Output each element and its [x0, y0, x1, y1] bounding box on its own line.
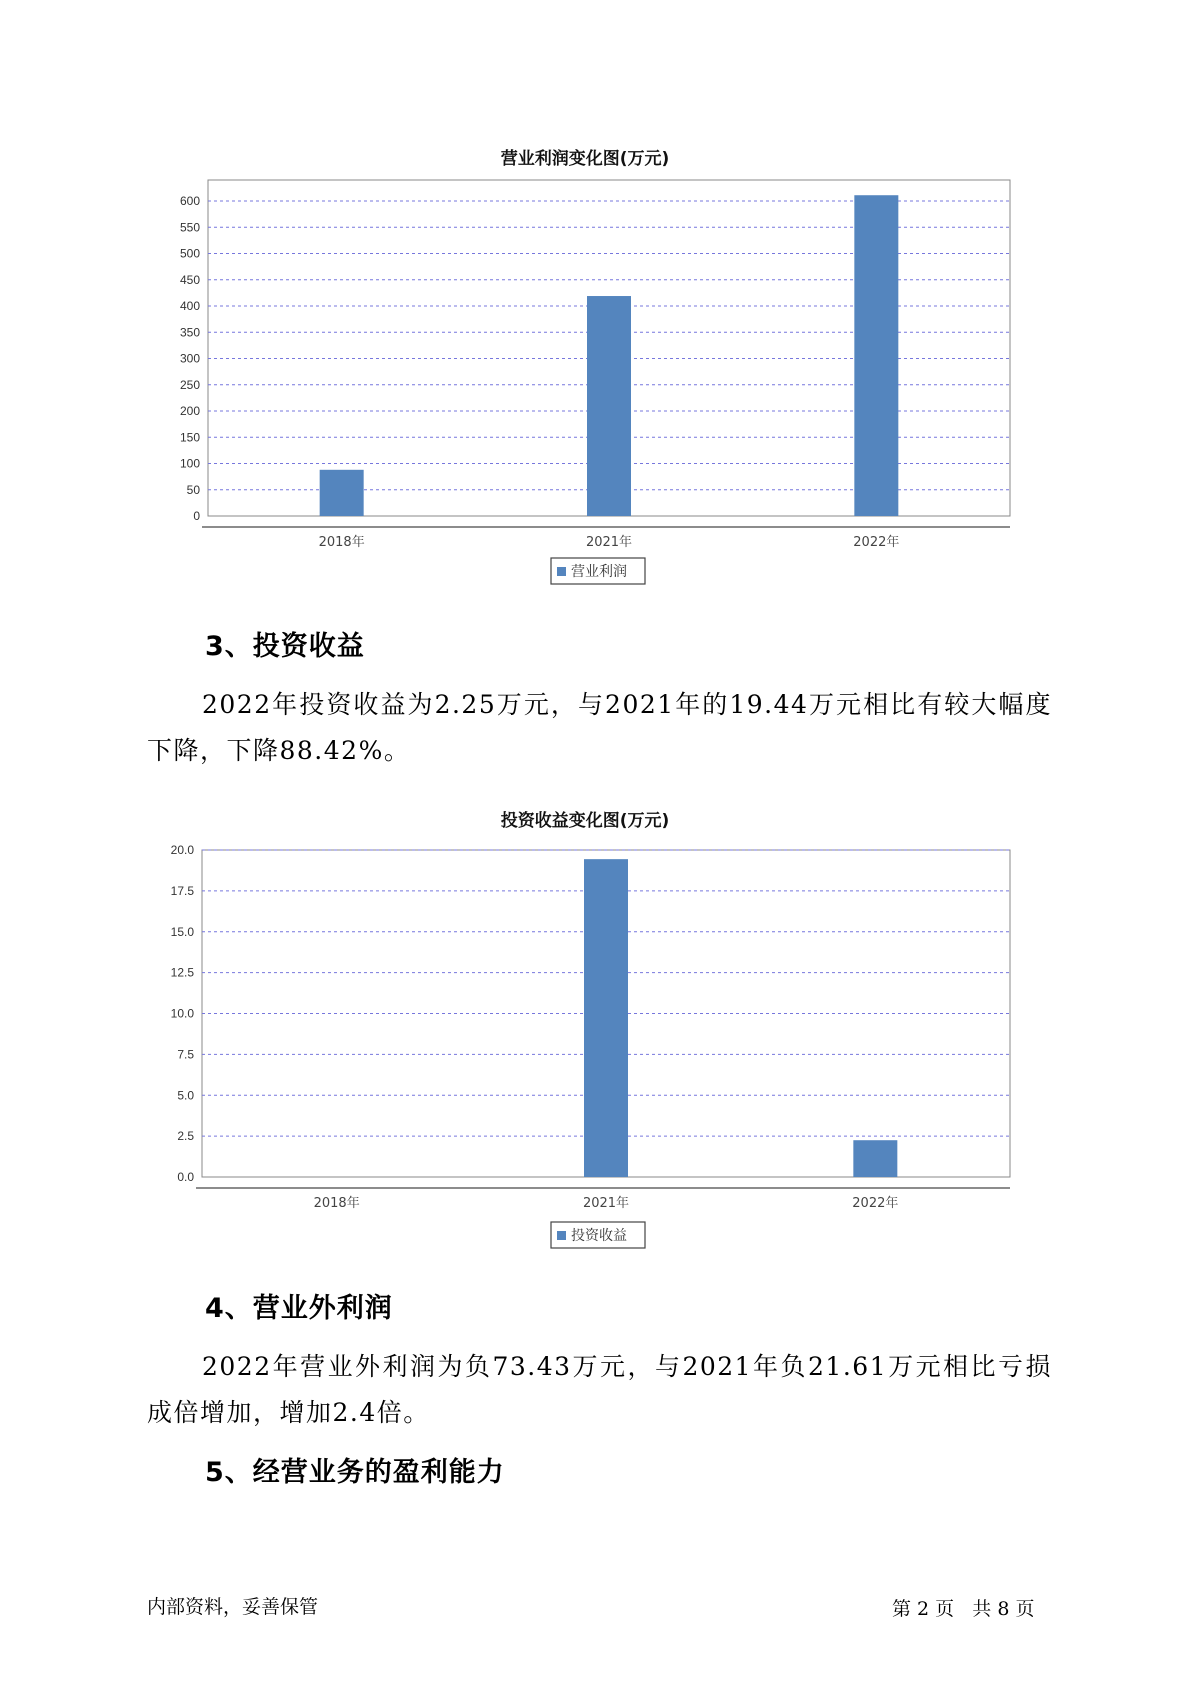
x-tick-label: 2022年	[853, 535, 900, 550]
footer-confidential-note: 内部资料，妥善保管	[147, 1596, 319, 1618]
y-tick-label: 2.5	[177, 1129, 194, 1144]
section3-paragraph: 2022年投资收益为2.25万元，与2021年的19.44万元相比有较大幅度下降，下降88.42%。	[147, 690, 1052, 765]
y-tick-label: 17.5	[170, 883, 194, 898]
y-tick-label: 0.0	[177, 1170, 194, 1184]
section5-heading: 5、经营业务的盈利能力	[205, 1457, 505, 1488]
footer-page-total: 共 8 页	[972, 1598, 1035, 1620]
y-tick-label: 7.5	[177, 1047, 194, 1062]
x-tick-label: 2021年	[585, 535, 633, 550]
footer-page-number: 第 2 页	[892, 1598, 955, 1620]
chart2-title: 投资收益变化图(万元)	[500, 811, 670, 831]
section3-heading: 3、投资收益	[205, 631, 365, 662]
y-tick-label: 15.0	[170, 924, 194, 939]
section4-paragraph: 2022年营业外利润为负73.43万元，与2021年负21.61万元相比亏损成倍增加，增加2.4倍。	[147, 1352, 1052, 1427]
footer-page-info	[892, 1594, 1034, 1621]
y-tick-label: 500	[179, 246, 200, 261]
y-tick-label: 450	[179, 272, 200, 287]
y-tick-label: 600	[179, 194, 200, 208]
legend-label: 投资收益	[571, 1228, 627, 1244]
y-tick-label: 100	[179, 456, 200, 471]
x-tick-label: 2022年	[852, 1196, 899, 1211]
y-tick-label: 5.0	[177, 1088, 194, 1103]
bar	[584, 859, 628, 1177]
y-tick-label: 250	[179, 377, 200, 392]
y-tick-label: 300	[179, 351, 200, 366]
y-tick-label: 350	[179, 325, 200, 340]
chart1-title: 营业利润变化图(万元)	[500, 149, 670, 169]
y-tick-label: 400	[179, 299, 200, 313]
legend	[551, 1222, 645, 1248]
x-tick-label: 2021年	[582, 1196, 630, 1211]
y-tick-label: 12.5	[170, 965, 194, 980]
x-tick-label: 2018年	[313, 1196, 360, 1211]
bar	[853, 1140, 897, 1177]
x-tick-label: 2018年	[318, 535, 365, 550]
y-tick-label: 150	[179, 430, 200, 445]
section4-heading: 4、营业外利润	[205, 1293, 393, 1324]
y-tick-label: 200	[179, 404, 200, 418]
y-tick-label: 0	[193, 509, 200, 523]
legend-label: 营业利润	[571, 564, 627, 580]
legend-swatch	[557, 1231, 566, 1240]
y-tick-label: 10.0	[170, 1006, 194, 1021]
y-tick-label: 20.0	[170, 843, 194, 857]
y-tick-label: 50	[186, 482, 200, 497]
y-tick-label: 550	[179, 220, 200, 235]
